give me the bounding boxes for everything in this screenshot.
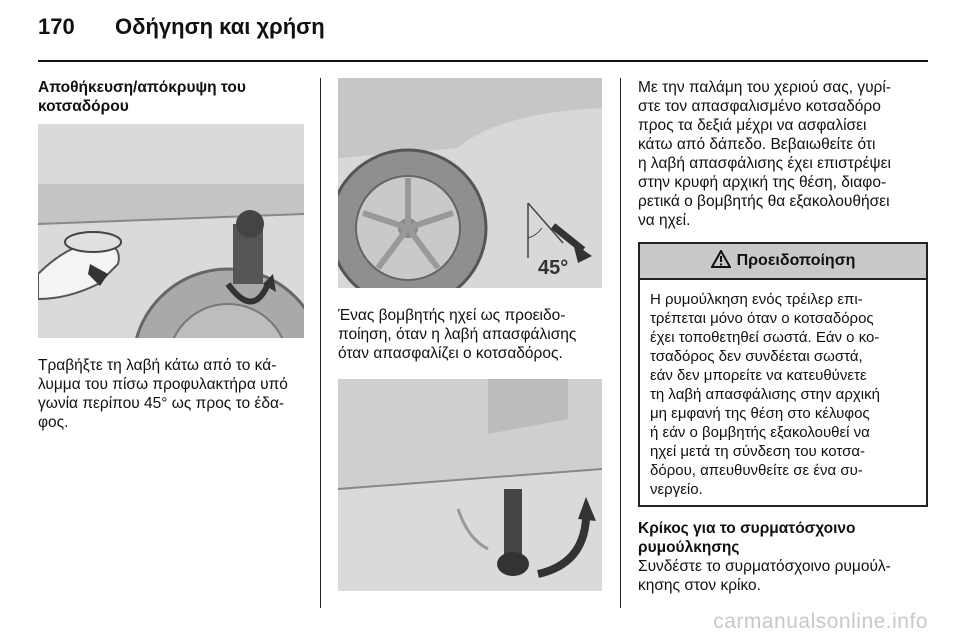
towbar-handle-illustration xyxy=(38,124,304,338)
warning-line: ή εάν ο βομβητής εξακολουθεί να xyxy=(650,424,870,441)
paragraph-line: στε τον απασφαλισμένο κοτσαδόρο xyxy=(638,98,881,115)
subheading-line: Κρίκος για το συρματόσχοινο xyxy=(638,520,856,537)
column-2 xyxy=(338,78,606,591)
warning-line: μη εμφανή της θέση στο κέλυφος xyxy=(650,405,870,422)
paragraph-line: Με την παλάμη του χεριού σας, γυρί- xyxy=(638,79,891,96)
paragraph-line: Ένας βομβητής ηχεί ως προειδο- xyxy=(338,307,566,324)
warning-triangle-icon xyxy=(711,250,731,273)
warning-header xyxy=(640,244,926,280)
watermark-logo: carmanualsonline.info xyxy=(713,610,928,633)
paragraph-line: κησης στον κρίκο. xyxy=(638,577,761,594)
section-title: Οδήγηση και χρήση xyxy=(115,14,325,39)
paragraph-line: ποίηση, όταν η λαβή απασφάλισης xyxy=(338,326,577,343)
paragraph-line: γωνία περίπου 45° ως προς το έδα- xyxy=(38,395,285,412)
warning-line: Η ρυμούλκηση ενός τρέιλερ επι- xyxy=(650,291,863,308)
paragraph-line: Συνδέστε το συρματόσχοινο ρυμούλ- xyxy=(638,558,891,575)
page-number: 170 xyxy=(38,14,75,39)
header-divider xyxy=(38,60,928,62)
column-divider-2 xyxy=(620,78,621,608)
warning-title: Προειδοποίηση xyxy=(736,252,856,269)
paragraph-line: προς τα δεξιά μέχρι να ασφαλίσει xyxy=(638,117,867,134)
angle-label: 45° xyxy=(538,257,569,279)
warning-line: τσαδόρος δεν συνδέεται σωστά, xyxy=(650,348,863,365)
paragraph-line: φος. xyxy=(38,414,69,431)
paragraph-line: κάτω από δάπεδο. Βεβαιωθείτε ότι xyxy=(638,136,876,153)
warning-line: εάν δεν μπορείτε να κατευθύνετε xyxy=(650,367,867,384)
page-header xyxy=(38,14,928,44)
warning-line: τη λαβή απασφάλισης στην αρχική xyxy=(650,386,880,403)
heading-line-2: κοτσαδόρου xyxy=(38,98,129,115)
warning-line: νεργείο. xyxy=(650,481,703,498)
warning-body xyxy=(640,280,926,505)
warning-line: τρέπεται μόνο όταν ο κοτσαδόρος xyxy=(650,310,874,327)
paragraph-line: η λαβή απασφάλισης έχει επιστρέψει xyxy=(638,155,891,172)
subheading-line: ρυμούλκησης xyxy=(638,539,740,556)
column-1 xyxy=(38,78,306,432)
warning-line: δόρου, απευθυνθείτε σε ένα συ- xyxy=(650,462,863,479)
heading-line-1: Αποθήκευση/απόκρυψη του xyxy=(38,79,246,96)
paragraph-line: στην κρυφή αρχική της θέση, διαφο- xyxy=(638,174,887,191)
paragraph-line: να ηχεί. xyxy=(638,212,691,229)
towbar-rotate-illustration xyxy=(338,379,602,591)
warning-box xyxy=(638,242,928,507)
paragraph-line: όταν απασφαλίζει ο κοτσαδόρος. xyxy=(338,345,563,362)
column-divider-1 xyxy=(320,78,321,608)
paragraph-line: ρετικά ο βομβητής θα εξακολουθήσει xyxy=(638,193,890,210)
paragraph-line: Τραβήξτε τη λαβή κάτω από το κά- xyxy=(38,357,277,374)
warning-line: έχει τοποθετηθεί σωστά. Εάν ο κο- xyxy=(650,329,880,346)
warning-line: ηχεί μετά τη σύνδεση του κοτσα- xyxy=(650,443,865,460)
paragraph-line: λυμμα του πίσω προφυλακτήρα υπό xyxy=(38,376,288,393)
column-3 xyxy=(638,78,928,595)
wheel-45-degree-illustration xyxy=(338,78,602,288)
